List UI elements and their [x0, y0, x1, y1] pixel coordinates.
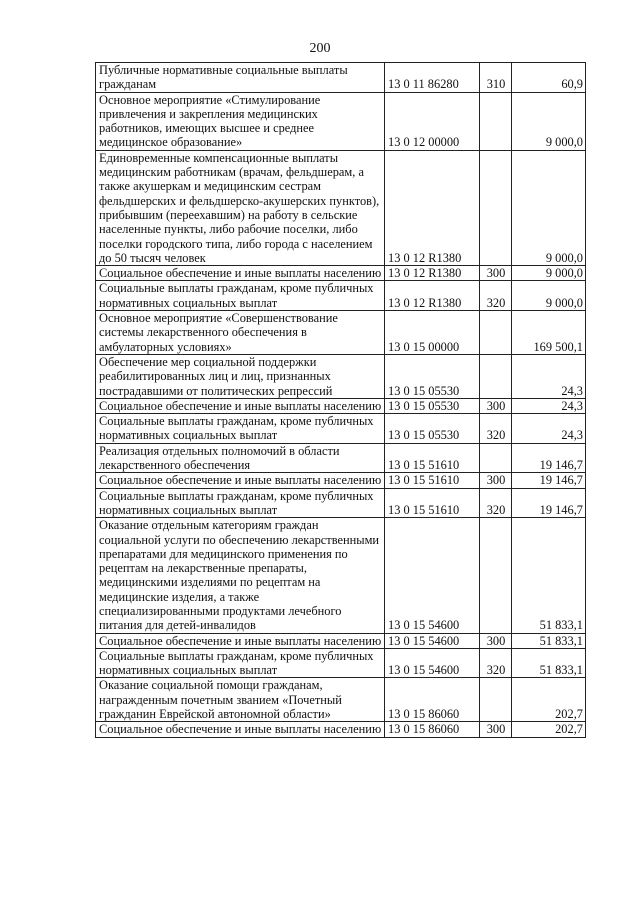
- row-expense-type-cell: 300: [480, 398, 512, 413]
- row-amount-cell: 19 146,7: [512, 443, 586, 473]
- row-expense-type-cell: 300: [480, 473, 512, 488]
- row-amount-cell: 51 833,1: [512, 633, 586, 648]
- row-code-cell: 13 0 15 05530: [385, 414, 480, 444]
- row-name-cell: Оказание социальной помощи гражданам, награжденным почетным званием «Почетный гражданин Еврейской автономной области»: [96, 678, 385, 722]
- table-row: [96, 266, 586, 281]
- row-name-cell: Социальное обеспечение и иные выплаты населению: [96, 633, 385, 648]
- table-row: [96, 311, 586, 355]
- row-code-cell: 13 0 15 51610: [385, 473, 480, 488]
- row-name-cell: Основное мероприятие «Стимулирование привлечения и закрепления медицинских работников, имеющих высшее и среднее медицинское образование»: [96, 92, 385, 150]
- row-amount-cell: 9 000,0: [512, 92, 586, 150]
- budget-table-body: [96, 63, 586, 738]
- row-amount-cell: 9 000,0: [512, 266, 586, 281]
- row-code-cell: 13 0 15 86060: [385, 678, 480, 722]
- table-row: [96, 633, 586, 648]
- row-expense-type-cell: [480, 354, 512, 398]
- row-expense-type-cell: 320: [480, 648, 512, 678]
- row-expense-type-cell: 310: [480, 63, 512, 93]
- table-row: [96, 518, 586, 633]
- row-amount-cell: 24,3: [512, 398, 586, 413]
- row-name-cell: Единовременные компенсационные выплаты медицинским работникам (врачам, фельдшерам, а также акушеркам и медицинским сестрам фельдшерских и фельдшерско-акушерских пунктов), прибывшим (переехавшим) на работу в сельские населенные пункты, либо рабочие поселки, либо поселки городского типа, либо города с населением до 50 тысяч человек: [96, 150, 385, 265]
- row-name-cell: Социальные выплаты гражданам, кроме публичных нормативных социальных выплат: [96, 281, 385, 311]
- row-expense-type-cell: 300: [480, 633, 512, 648]
- row-amount-cell: 24,3: [512, 414, 586, 444]
- row-code-cell: 13 0 12 R1380: [385, 150, 480, 265]
- row-amount-cell: 202,7: [512, 678, 586, 722]
- row-amount-cell: 9 000,0: [512, 281, 586, 311]
- page-number: 200: [309, 41, 331, 56]
- table-row: [96, 92, 586, 150]
- row-amount-cell: 9 000,0: [512, 150, 586, 265]
- row-code-cell: 13 0 15 54600: [385, 633, 480, 648]
- table-row: [96, 354, 586, 398]
- row-code-cell: 13 0 15 51610: [385, 443, 480, 473]
- row-name-cell: Социальное обеспечение и иные выплаты населению: [96, 722, 385, 737]
- row-expense-type-cell: [480, 443, 512, 473]
- row-code-cell: 13 0 15 00000: [385, 311, 480, 355]
- row-name-cell: Социальные выплаты гражданам, кроме публичных нормативных социальных выплат: [96, 648, 385, 678]
- row-name-cell: Социальные выплаты гражданам, кроме публичных нормативных социальных выплат: [96, 488, 385, 518]
- row-code-cell: 13 0 15 05530: [385, 398, 480, 413]
- budget-table: [95, 62, 586, 738]
- row-expense-type-cell: [480, 150, 512, 265]
- row-code-cell: 13 0 15 54600: [385, 518, 480, 633]
- row-code-cell: 13 0 12 00000: [385, 92, 480, 150]
- table-row: [96, 150, 586, 265]
- table-row: [96, 488, 586, 518]
- row-name-cell: Социальные выплаты гражданам, кроме публичных нормативных социальных выплат: [96, 414, 385, 444]
- row-amount-cell: 169 500,1: [512, 311, 586, 355]
- table-row: [96, 398, 586, 413]
- row-code-cell: 13 0 15 86060: [385, 722, 480, 737]
- row-code-cell: 13 0 15 05530: [385, 354, 480, 398]
- row-name-cell: Социальное обеспечение и иные выплаты населению: [96, 473, 385, 488]
- row-name-cell: Основное мероприятие «Совершенствование системы лекарственного обеспечения в амбулаторных условиях»: [96, 311, 385, 355]
- row-expense-type-cell: 300: [480, 722, 512, 737]
- row-code-cell: 13 0 15 54600: [385, 648, 480, 678]
- row-amount-cell: 51 833,1: [512, 518, 586, 633]
- row-amount-cell: 202,7: [512, 722, 586, 737]
- row-name-cell: Реализация отдельных полномочий в области лекарственного обеспечения: [96, 443, 385, 473]
- row-amount-cell: 51 833,1: [512, 648, 586, 678]
- row-expense-type-cell: 320: [480, 488, 512, 518]
- table-row: [96, 473, 586, 488]
- row-expense-type-cell: 320: [480, 281, 512, 311]
- row-code-cell: 13 0 11 86280: [385, 63, 480, 93]
- row-code-cell: 13 0 12 R1380: [385, 281, 480, 311]
- row-name-cell: Социальное обеспечение и иные выплаты населению: [96, 398, 385, 413]
- table-row: [96, 281, 586, 311]
- row-amount-cell: 19 146,7: [512, 473, 586, 488]
- row-amount-cell: 60,9: [512, 63, 586, 93]
- row-expense-type-cell: [480, 678, 512, 722]
- row-code-cell: 13 0 12 R1380: [385, 266, 480, 281]
- table-row: [96, 722, 586, 737]
- row-amount-cell: 24,3: [512, 354, 586, 398]
- table-row: [96, 414, 586, 444]
- row-amount-cell: 19 146,7: [512, 488, 586, 518]
- table-row: [96, 648, 586, 678]
- row-name-cell: Публичные нормативные социальные выплаты гражданам: [96, 63, 385, 93]
- row-name-cell: Обеспечение мер социальной поддержки реабилитированных лиц и лиц, признанных пострадавшими от политических репрессий: [96, 354, 385, 398]
- row-expense-type-cell: 320: [480, 414, 512, 444]
- row-expense-type-cell: [480, 311, 512, 355]
- table-row: [96, 443, 586, 473]
- table-row: [96, 678, 586, 722]
- row-name-cell: Социальное обеспечение и иные выплаты населению: [96, 266, 385, 281]
- row-code-cell: 13 0 15 51610: [385, 488, 480, 518]
- table-row: [96, 63, 586, 93]
- row-name-cell: Оказание отдельным категориям граждан социальной услуги по обеспечению лекарственными препаратами для медицинского применения по рецептам на лекарственные препараты, медицинскими изделиями по рецептам на медицинские изделия, а также специализированными продуктами лечебного питания для детей-инвалидов: [96, 518, 385, 633]
- row-expense-type-cell: [480, 92, 512, 150]
- row-expense-type-cell: [480, 518, 512, 633]
- row-expense-type-cell: 300: [480, 266, 512, 281]
